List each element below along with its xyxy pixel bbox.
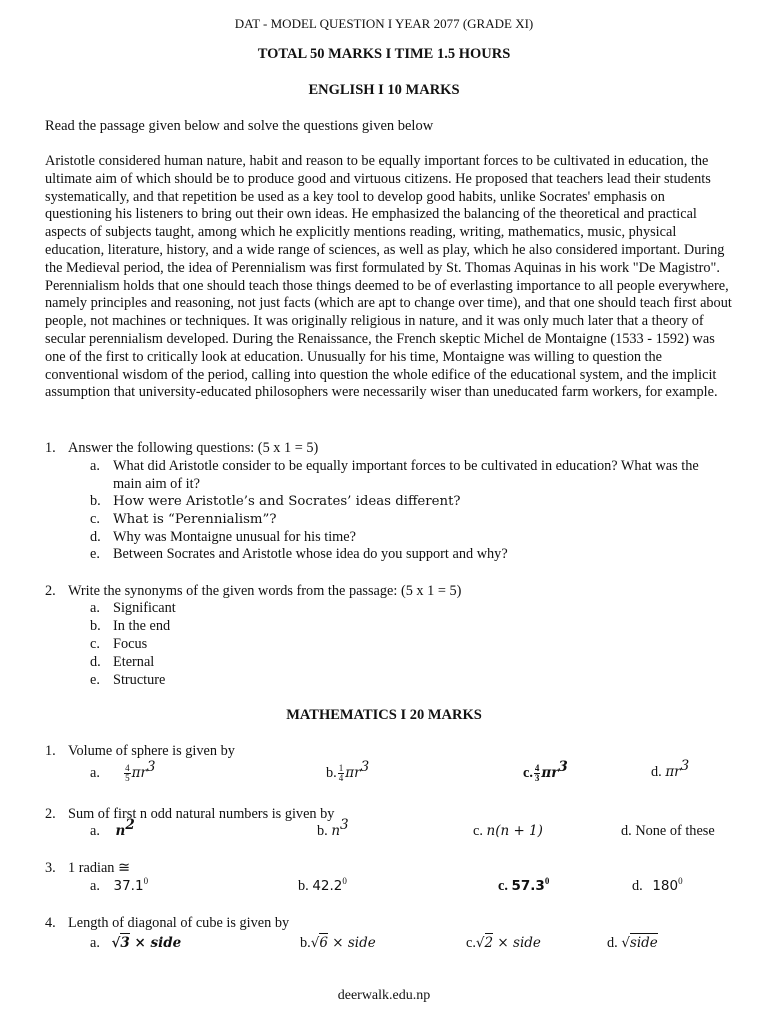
option-label: b. (298, 878, 309, 894)
root-value: 6 (319, 935, 328, 951)
option-d: d. None of these (621, 823, 715, 839)
option-c-correct: c. 57.3$^0$ (498, 876, 550, 894)
root-value: side (629, 935, 658, 951)
list-item (90, 511, 730, 529)
instruction-text: Read the passage given below and solve the questions given below (45, 118, 434, 134)
fraction: $\frac{1}{4}$ (338, 763, 344, 783)
item-letter: a. (90, 458, 100, 474)
fraction: $\frac{4}{5}$ (125, 763, 130, 783)
root-value: 3 (120, 935, 130, 951)
question-text: Volume of sphere is given by (68, 743, 235, 759)
option-label: c. (498, 878, 508, 894)
math-question-4 (45, 915, 289, 932)
list-item (90, 458, 730, 494)
question-number: 2. (45, 806, 56, 822)
item-text: Significant (113, 600, 176, 616)
option-b: b. $\frac{1}{4}$ $\pi r^3$ (326, 759, 370, 783)
option-label: c. (466, 935, 476, 951)
item-letter: b. (90, 618, 101, 634)
option-label: d. (621, 823, 632, 839)
footer-url: deerwalk.edu.np (337, 988, 431, 1003)
item-letter: e. (90, 546, 100, 562)
item-letter: e. (90, 672, 100, 688)
exam-totals: TOTAL 50 MARKS I TIME 1.5 HOURS (257, 46, 511, 62)
item-letter: c. (90, 511, 100, 527)
item-text: What is “Perennialism”? (113, 512, 277, 527)
option-d: d. $\pi r^3$ (651, 758, 690, 780)
item-text: How were Aristotle’s and Socrates’ ideas different? (113, 494, 461, 509)
question-text: 1 radian ≅ (68, 860, 130, 876)
item-text: In the end (113, 618, 171, 634)
math-question-1 (45, 743, 235, 760)
english-heading: ENGLISH I 10 MARKS (308, 82, 460, 98)
math-heading: MATHEMATICS I 20 MARKS (286, 707, 482, 723)
option-label: d. (632, 878, 643, 894)
question-text: Sum of first n odd natural numbers is given by (68, 806, 335, 822)
item-text: Why was Montaigne unusual for his time? (113, 529, 356, 545)
question-number: 3. (45, 860, 56, 876)
question-text: Answer the following questions: (5 x 1 = 5) (68, 440, 319, 456)
option-label: d. (651, 764, 662, 780)
english-question-1 (45, 440, 318, 457)
option-c-correct: c. $\frac{4}{3}$ $\pi r^3$ (523, 759, 568, 783)
question-number: 4. (45, 915, 56, 931)
item-text: Between Socrates and Aristotle whose idea do you support and why? (113, 546, 508, 562)
option-label: b. (300, 935, 311, 951)
option-label: c. (523, 764, 533, 781)
question-text: Write the synonyms of the given words from the passage: (5 x 1 = 5) (68, 583, 462, 599)
option-b: b. 42.2$^0$ (298, 876, 347, 894)
option-label: a. (90, 764, 100, 781)
option-a: a. 37.1$^0$ (90, 876, 149, 894)
fraction: $\frac{4}{3}$ (534, 763, 540, 783)
exam-header: DAT - MODEL QUESTION I YEAR 2077 (GRADE XI) (234, 16, 534, 31)
option-c: c. n(n + 1) (473, 823, 543, 839)
item-letter: b. (90, 493, 101, 509)
list-item (90, 618, 730, 636)
english-question-2 (45, 583, 461, 600)
item-letter: a. (90, 600, 100, 616)
list-item (90, 672, 730, 690)
option-label: a. (90, 878, 100, 894)
item-letter: d. (90, 529, 101, 545)
list-item (90, 654, 730, 672)
reading-passage: Aristotle considered human nature, habit and reason to be equally important forces to be cultivated in education, the ultimate aim of which should be to produce good and virtuous citizens. He proposed that teachers lead their students systematically, and that repetition be used as a key tool to develop good habits, unlike Socrates' emphasis on questioning his listeners to bring out their own ideas. He emphasized the balancing of the theoretical and practical aspects of subjects taught, among which he explicitly mentions reading, writing, mathematics, music, physical education, literature, history, and a wide range of sciences, as well as play, which he also considered important. During the Medieval period, the idea of Perennialism was first formulated by St. Thomas Aquinas in his work "De Magistro". Perennialism holds that one should teach those things deemed to be of everlasting importance to all people everywhere, namely principles and reasoning, not just facts (which are apt to change over time), and that one should teach first about people, not machines or techniques. It was originally religious in nature, and it was only much later that a theory of secular perennialism developed. During the Renaissance, the French skeptic Michel de Montaigne (1533 - 1592) was one of the first to critically look at education. Unusually for his time, Montaigne was willing to question the conventional wisdom of the period, calling into question the whole edifice of the educational system, and the implicit assumption that university-educated philosophers were necessarily wiser than uneducated farm workers, for example. (45, 153, 732, 401)
list-item (90, 529, 730, 547)
option-label: d. (607, 935, 618, 951)
list-item (90, 600, 730, 618)
option-d: d. √side (607, 935, 658, 951)
option-b: b. $n^3$ (317, 817, 349, 839)
item-text: Structure (113, 672, 166, 688)
option-label: b. (326, 764, 337, 781)
item-text: What did Aristotle consider to be equally important forces to be cultivated in education? What was the main aim of it? (113, 458, 699, 492)
math-question-2 (45, 806, 334, 823)
item-letter: d. (90, 654, 101, 670)
option-a: a. √3 × side (90, 935, 182, 951)
option-a: a. $\frac{4}{5}$ $\pi r^3$ (90, 759, 156, 783)
option-label: a. (90, 823, 100, 839)
option-a: a. $n^2$ (90, 817, 135, 839)
option-label: b. (317, 823, 328, 839)
list-item (90, 636, 730, 654)
option-label: a. (90, 935, 100, 951)
question-text: Length of diagonal of cube is given by (68, 915, 290, 931)
option-d: d. $180^0$ (632, 876, 683, 894)
math-question-3 (45, 860, 130, 877)
question-number: 1. (45, 743, 56, 759)
question-number: 2. (45, 583, 56, 599)
item-letter: c. (90, 636, 100, 652)
item-text: Focus (113, 636, 148, 652)
option-b: b.√6 × side (300, 935, 376, 951)
item-text: Eternal (113, 654, 155, 670)
option-c: c.√2 × side (466, 935, 541, 951)
option-label: c. (473, 823, 483, 839)
root-value: 2 (484, 935, 494, 951)
list-item (90, 546, 730, 564)
list-item (90, 493, 730, 511)
question-number: 1. (45, 440, 56, 456)
